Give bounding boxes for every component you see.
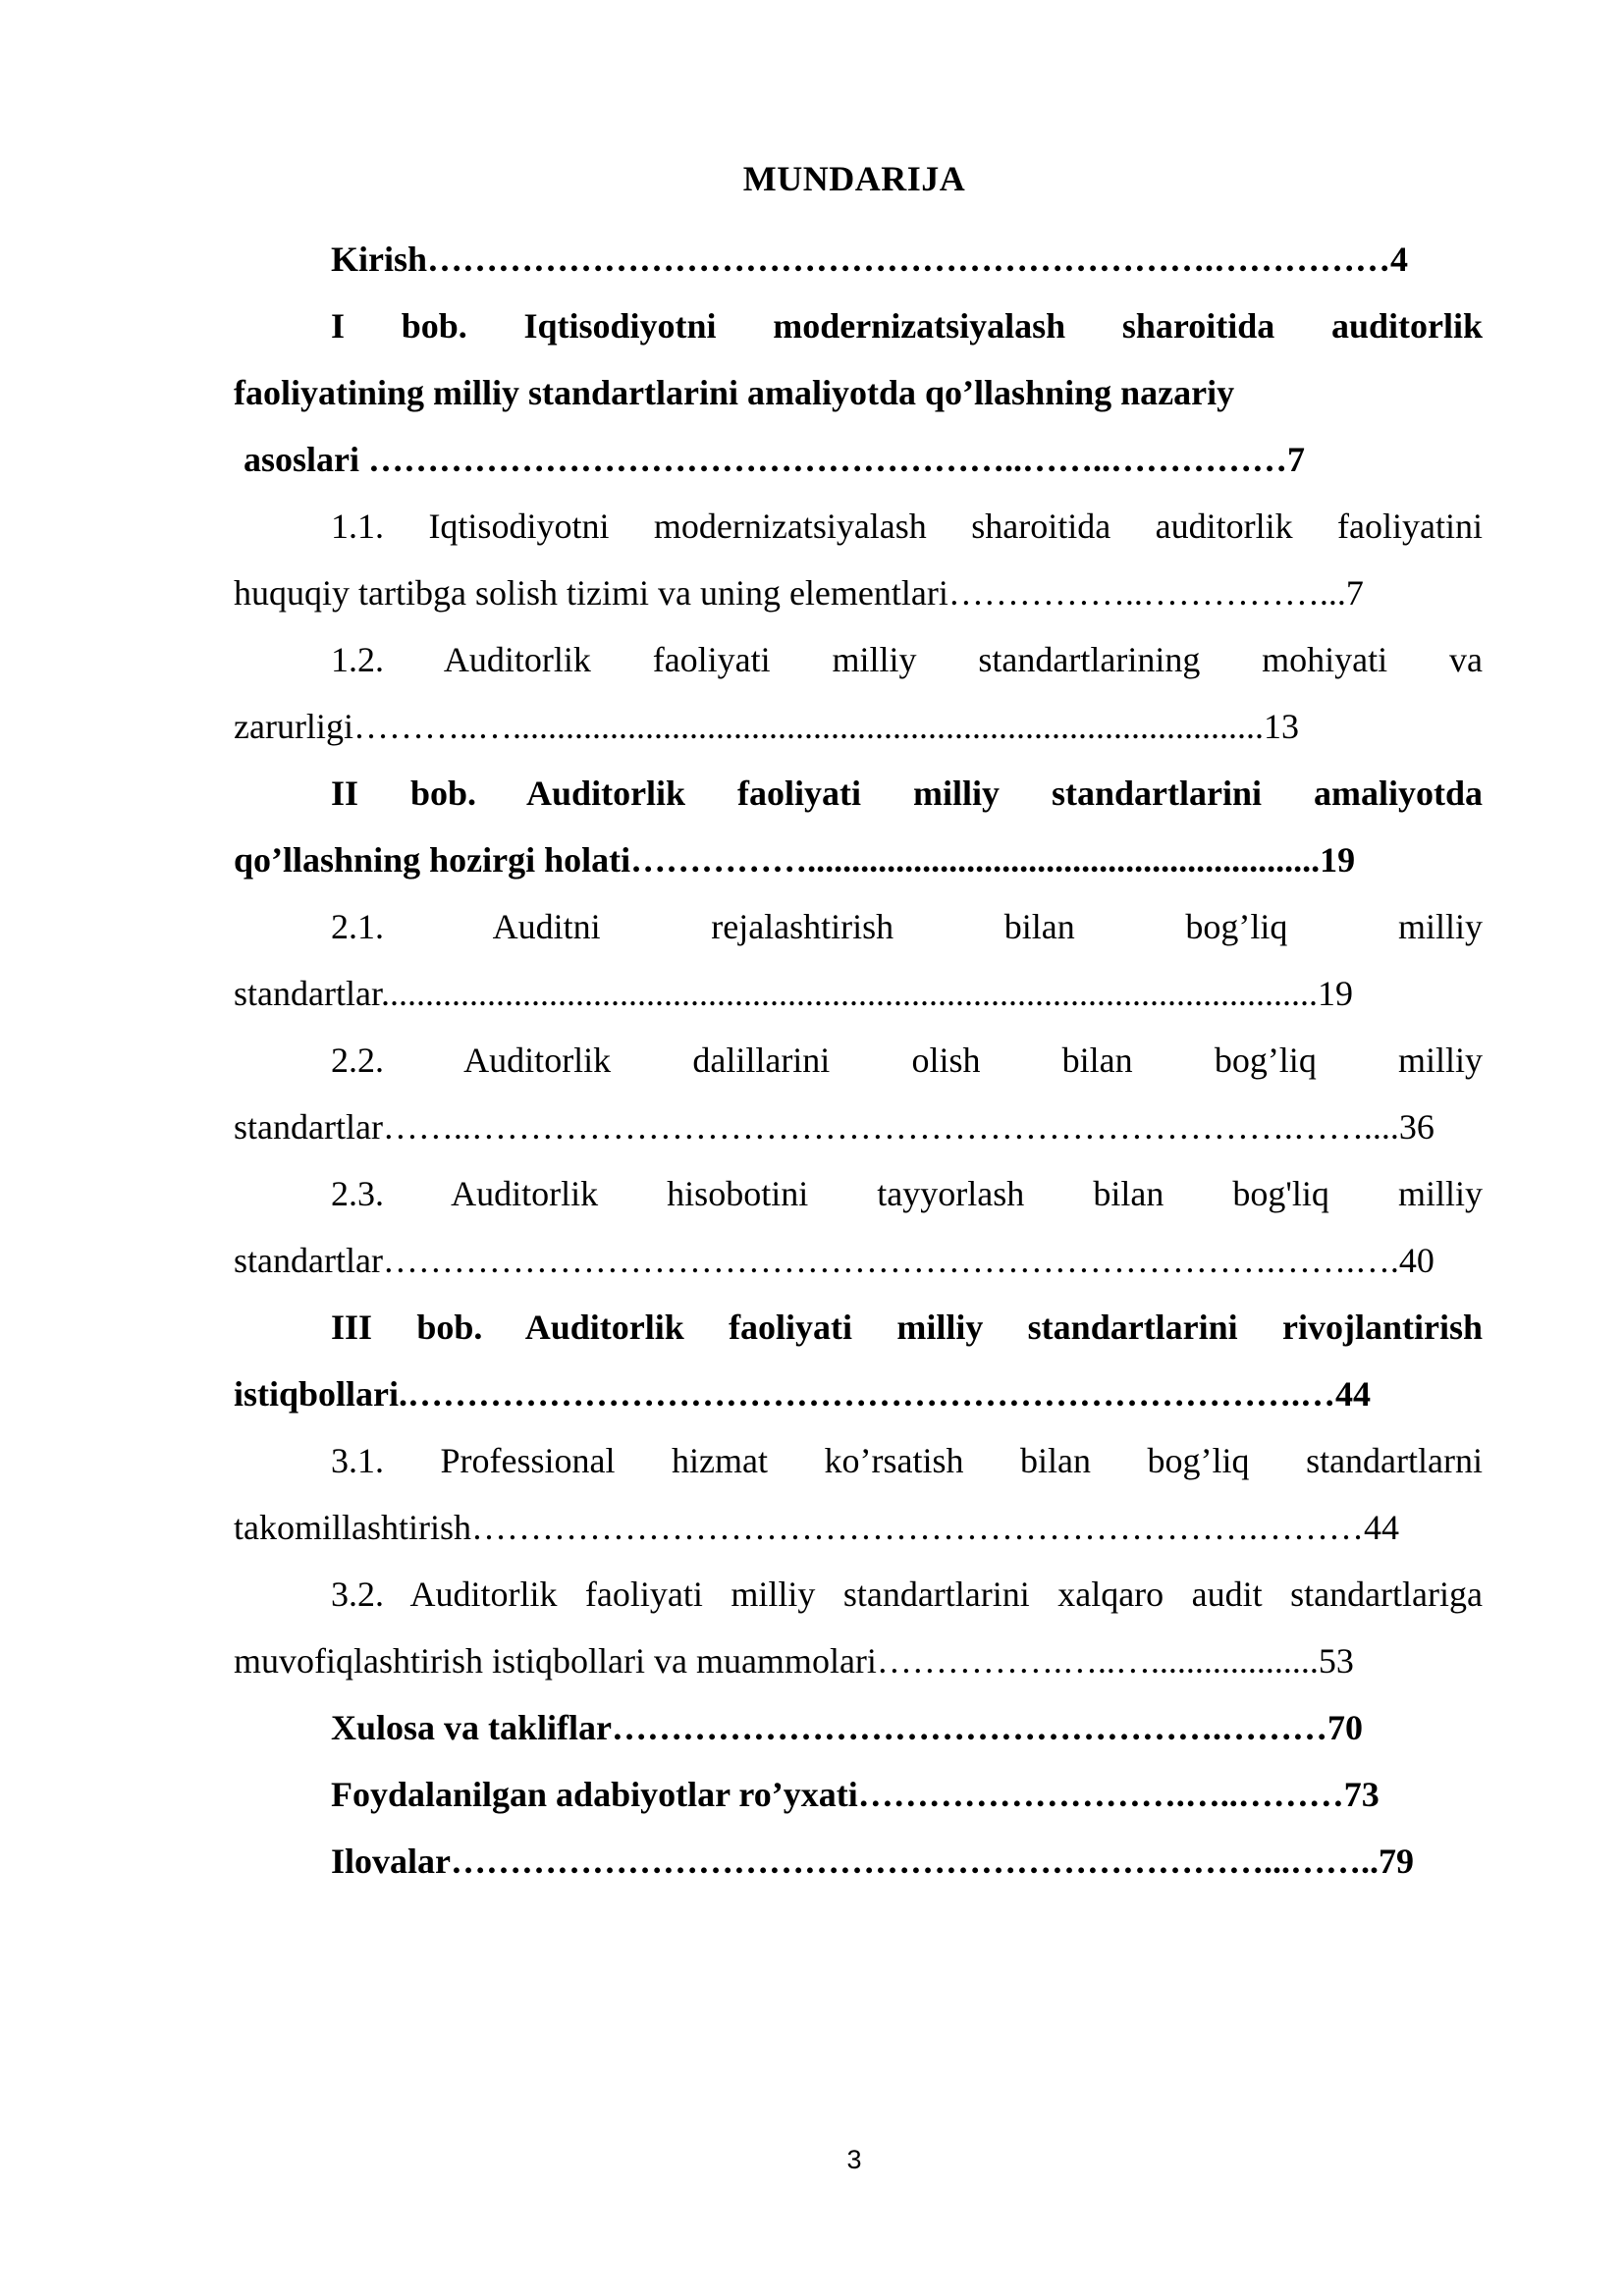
page-number: 3 — [846, 2145, 862, 2174]
toc-line: 2.1. Auditni rejalashtirish bilan bog’liq milliy — [331, 907, 1483, 946]
toc-line: Kirish………………………………………………………….……………4 — [331, 240, 1409, 279]
toc-line: standartlar..........................................................................................................19 — [234, 974, 1353, 1013]
toc-line: standartlar………………………………………………………………….…….….40 — [234, 1241, 1435, 1280]
toc-line: 2.2. Auditorlik dalillarini olish bilan bog’liq milliy — [331, 1041, 1483, 1080]
toc-line: takomillashtirish………………………………………………………….………44 — [234, 1508, 1399, 1547]
toc-line: III bob. Auditorlik faoliyati milliy standartlarini rivojlantirish — [331, 1308, 1483, 1347]
toc-line: asoslari ………………………………………………..……..……………7 — [244, 440, 1306, 479]
toc-line: 3.2. Auditorlik faoliyati milliy standartlarini xalqaro audit standartlariga — [331, 1575, 1483, 1614]
toc-line: 2.3. Auditorlik hisobotini tayyorlash bilan bog'liq milliy — [331, 1174, 1483, 1213]
toc-line: Ilovalar……………………………………………………………...……..79 — [331, 1842, 1414, 1881]
toc-line: muvofiqlashtirish istiqbollari va muammolari…………….…..…...................53 — [234, 1641, 1354, 1681]
toc-line: 3.1. Professional hizmat ko’rsatish bilan bog’liq standartlarni — [331, 1441, 1483, 1480]
toc-line: standartlar……..…………………………………………………………….……....36 — [234, 1107, 1435, 1147]
toc-line: zarurligi………..….....................................................................................13 — [234, 707, 1299, 746]
toc-line: Xulosa va takliflar…………………………………………….………70 — [331, 1708, 1364, 1747]
toc-line: I bob. Iqtisodiyotni modernizatsiyalash sharoitida auditorlik — [331, 306, 1483, 346]
toc-line: qo’llashning hozirgi holati……………..........................................................19 — [234, 840, 1356, 880]
toc-line: II bob. Auditorlik faoliyati milliy standartlarini amaliyotda — [331, 774, 1483, 813]
toc-line: istiqbollari.………………………………………………………………….…44 — [234, 1374, 1372, 1414]
table-of-contents — [234, 226, 1483, 1895]
toc-line: 1.1. Iqtisodiyotni modernizatsiyalash sharoitida auditorlik faoliyatini — [331, 507, 1483, 546]
toc-line: Foydalanilgan adabiyotlar ro’yxati……………………….…..………73 — [331, 1775, 1380, 1814]
toc-line: faoliyatining milliy standartlarini amaliyotda qo’llashning nazariy — [234, 373, 1235, 412]
toc-line: 1.2. Auditorlik faoliyati milliy standartlarining mohiyati va — [331, 640, 1483, 679]
toc-title: MUNDARIJA — [742, 159, 966, 198]
toc-line: huquqiy tartibga solish tizimi va uning elementlari……………..……………...7 — [234, 573, 1364, 613]
